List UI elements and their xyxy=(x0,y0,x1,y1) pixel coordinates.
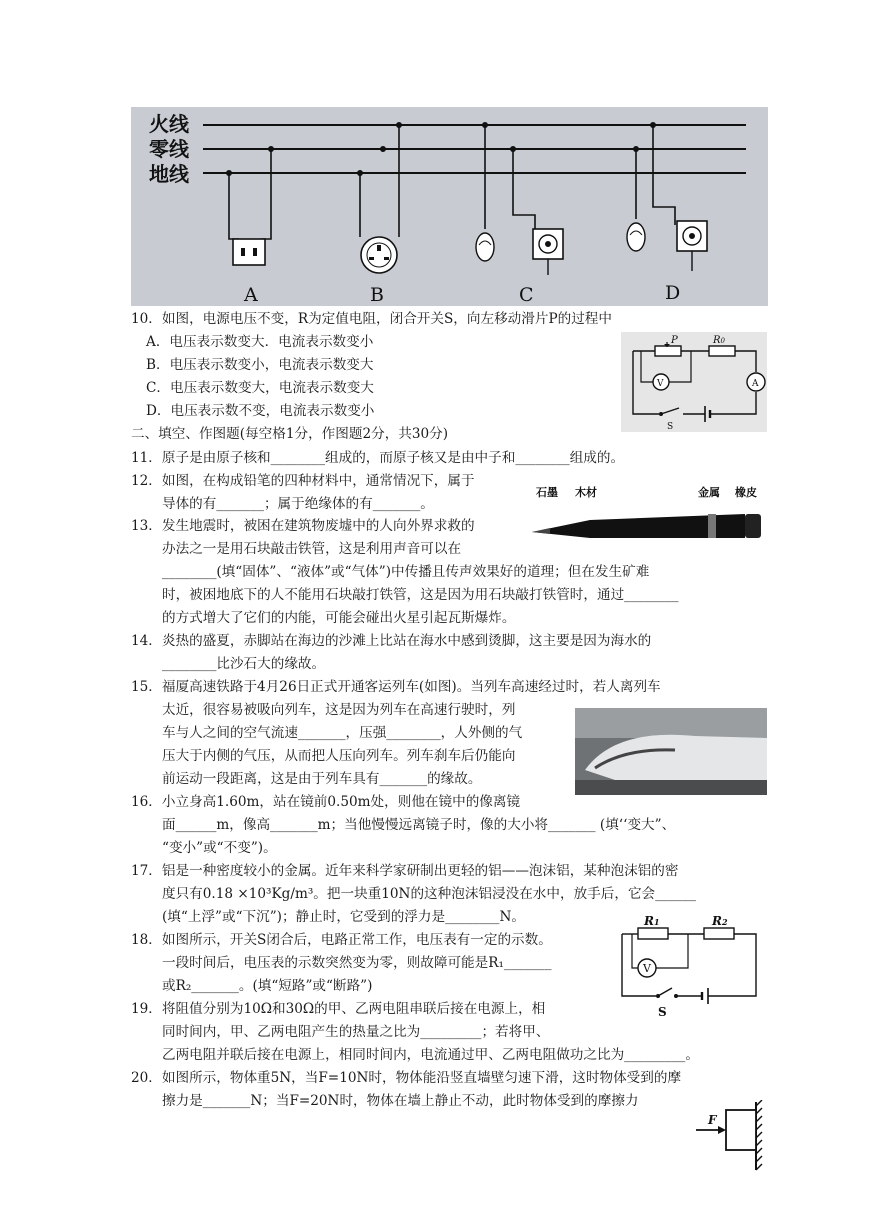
ammeter-label: A xyxy=(752,379,759,389)
q16-line1: 16．小立身高1.60m，站在镜前0.50m处，则他在镜中的像离镜 xyxy=(131,794,521,810)
option-b-label: B xyxy=(370,284,384,306)
section-two-heading: 二、填空、作图题(每空格1分，作图题2分，共30分) xyxy=(131,426,449,442)
q14-line1: 14．炎热的盛夏，赤脚站在海边的沙滩上比站在海水中感到烫脚，这主要是因为海水的 xyxy=(131,633,652,649)
q15-line1: 15．福厦高速铁路于4月26日正式开通客运列车(如图)。当列车高速经过时，若人离列车 xyxy=(131,679,661,695)
pencil-figure xyxy=(530,484,766,540)
resistor-r0-label: R0 xyxy=(713,335,725,346)
live-wire-label: 火线 xyxy=(149,112,189,136)
neutral-wire-label: 零线 xyxy=(149,137,189,161)
q15-line3: 车与人之间的空气流速_______，压强________，人外侧的气 xyxy=(162,725,523,741)
pencil-label-metal: 金属 xyxy=(698,486,720,499)
q12-line1: 12．如图，在构成铅笔的四种材料中，通常情况下，属于 xyxy=(131,473,475,489)
voltmeter-label: V xyxy=(657,379,664,389)
pencil-label-wood: 木材 xyxy=(575,486,597,499)
q19-line2: 同时间内，甲、乙两电阻产生的热量之比为_________；若将甲、 xyxy=(162,1024,550,1040)
q13-line3: ________(填“固体”、“液体”或“气体”)中传播且传声效果好的道理；但在发生矿难 xyxy=(162,564,650,580)
switch-s-label: S xyxy=(667,422,674,432)
resistor-r1-label: R1 xyxy=(644,914,660,928)
q18-line3: 或R₂_______。(填“短路”或“断路”) xyxy=(162,978,373,994)
q15-line2: 太近，很容易被吸向列车，这是因为列车在高速行驶时，列 xyxy=(162,702,516,718)
option-d-label: D xyxy=(665,282,681,304)
wiring-figure xyxy=(131,107,768,306)
voltmeter-q18-label: V xyxy=(643,962,651,975)
train-photo xyxy=(575,708,767,795)
force-block-figure xyxy=(694,1100,764,1172)
q13-line1: 13．发生地震时，被困在建筑物废墟中的人向外界求救的 xyxy=(131,518,475,534)
q10-stem: 10．如图，电源电压不变，R为定值电阻，闭合开关S，向左移动滑片P的过程中 xyxy=(131,311,612,327)
q20-line1: 20．如图所示，物体重5N，当F=10N时，物体能沿竖直墙壁匀速下滑，这时物体受到的摩 xyxy=(131,1070,682,1086)
q19-line1: 19．将阻值分别为10Ω和30Ω的甲、乙两电阻串联后接在电源上，相 xyxy=(131,1001,546,1017)
q17-line1: 17．铝是一种密度较小的金属。近年来科学家研制出更轻的铝——泡沫铝，某种泡沫铝的密 xyxy=(131,863,679,879)
q15-line5: 前运动一段距离，这是由于列车具有_______的缘故。 xyxy=(162,771,482,787)
q13-line5: 的方式增大了它们的内能，可能会碰出火星引起瓦斯爆炸。 xyxy=(162,610,516,626)
pencil-label-graphite: 石墨 xyxy=(536,486,558,499)
q10-option-a: A．电压表示数变大．电流表示数变小 xyxy=(146,334,374,350)
q10-option-b: B．电压表示数变小，电流表示数变大 xyxy=(146,357,374,373)
force-f-label: F xyxy=(708,1113,717,1127)
q12-line2: 导体的有_______；属于绝缘体的有_______。 xyxy=(162,496,434,512)
q10-option-d: D．电压表示数不变，电流表示数变小 xyxy=(146,403,375,419)
q17-line2: 度只有0.18 ×10³Kg/m³。把一块重10N的这种泡沫铝浸没在水中，放手后，它会______ xyxy=(162,886,696,902)
q11-text: 11．原子是由原子核和________组成的，而原子核又是由中子和________组成的。 xyxy=(131,450,625,466)
q13-line2: 办法之一是用石块敲击铁管，这是利用声音可以在 xyxy=(162,541,462,557)
q18-line1: 18．如图所示，开关S闭合后，电路正常工作，电压表有一定的示数。 xyxy=(131,932,552,948)
q20-line2: 擦力是_______N；当F=20N时，物体在墙上静止不动，此时物体受到的摩擦力 xyxy=(162,1093,639,1109)
circuit-q10-figure xyxy=(621,332,767,432)
pencil-label-eraser: 橡皮 xyxy=(735,486,757,499)
circuit-q18-figure xyxy=(612,912,764,1020)
q15-line4: 压大于内侧的气压，从而把人压向列车。列车刹车后仍能向 xyxy=(162,748,516,764)
resistor-r2-label: R2 xyxy=(712,914,728,928)
switch-s-q18-label: S xyxy=(658,1005,667,1019)
option-a-label: A xyxy=(244,284,258,306)
q16-line2: 面______m，像高_______m；当他慢慢远离镜子时，像的大小将_______ (填‘‘变大”、 xyxy=(162,817,676,833)
q18-line2: 一段时间后，电压表的示数突然变为零，则故障可能是R₁_______ xyxy=(162,955,552,971)
q16-line3: “变小”或“不变”)。 xyxy=(162,840,277,856)
q19-line3: 乙两电阻并联后接在电源上，相同时间内，电流通过甲、乙两电阻做功之比为_________。 xyxy=(162,1047,699,1063)
q17-line3: (填“上浮”或“下沉”)；静止时，它受到的浮力是________N。 xyxy=(162,909,525,925)
option-c-label: C xyxy=(519,284,534,306)
ground-wire-label: 地线 xyxy=(149,162,189,186)
q14-line2: ________比沙石大的缘故。 xyxy=(162,656,326,672)
q10-option-c: C．电压表示数变大，电流表示数变大 xyxy=(146,380,374,396)
slider-p-label: P xyxy=(671,335,678,346)
q13-line4: 时，被困地底下的人不能用石块敲打铁管，这是因为用石块敲打铁管时，通过________ xyxy=(162,587,679,603)
